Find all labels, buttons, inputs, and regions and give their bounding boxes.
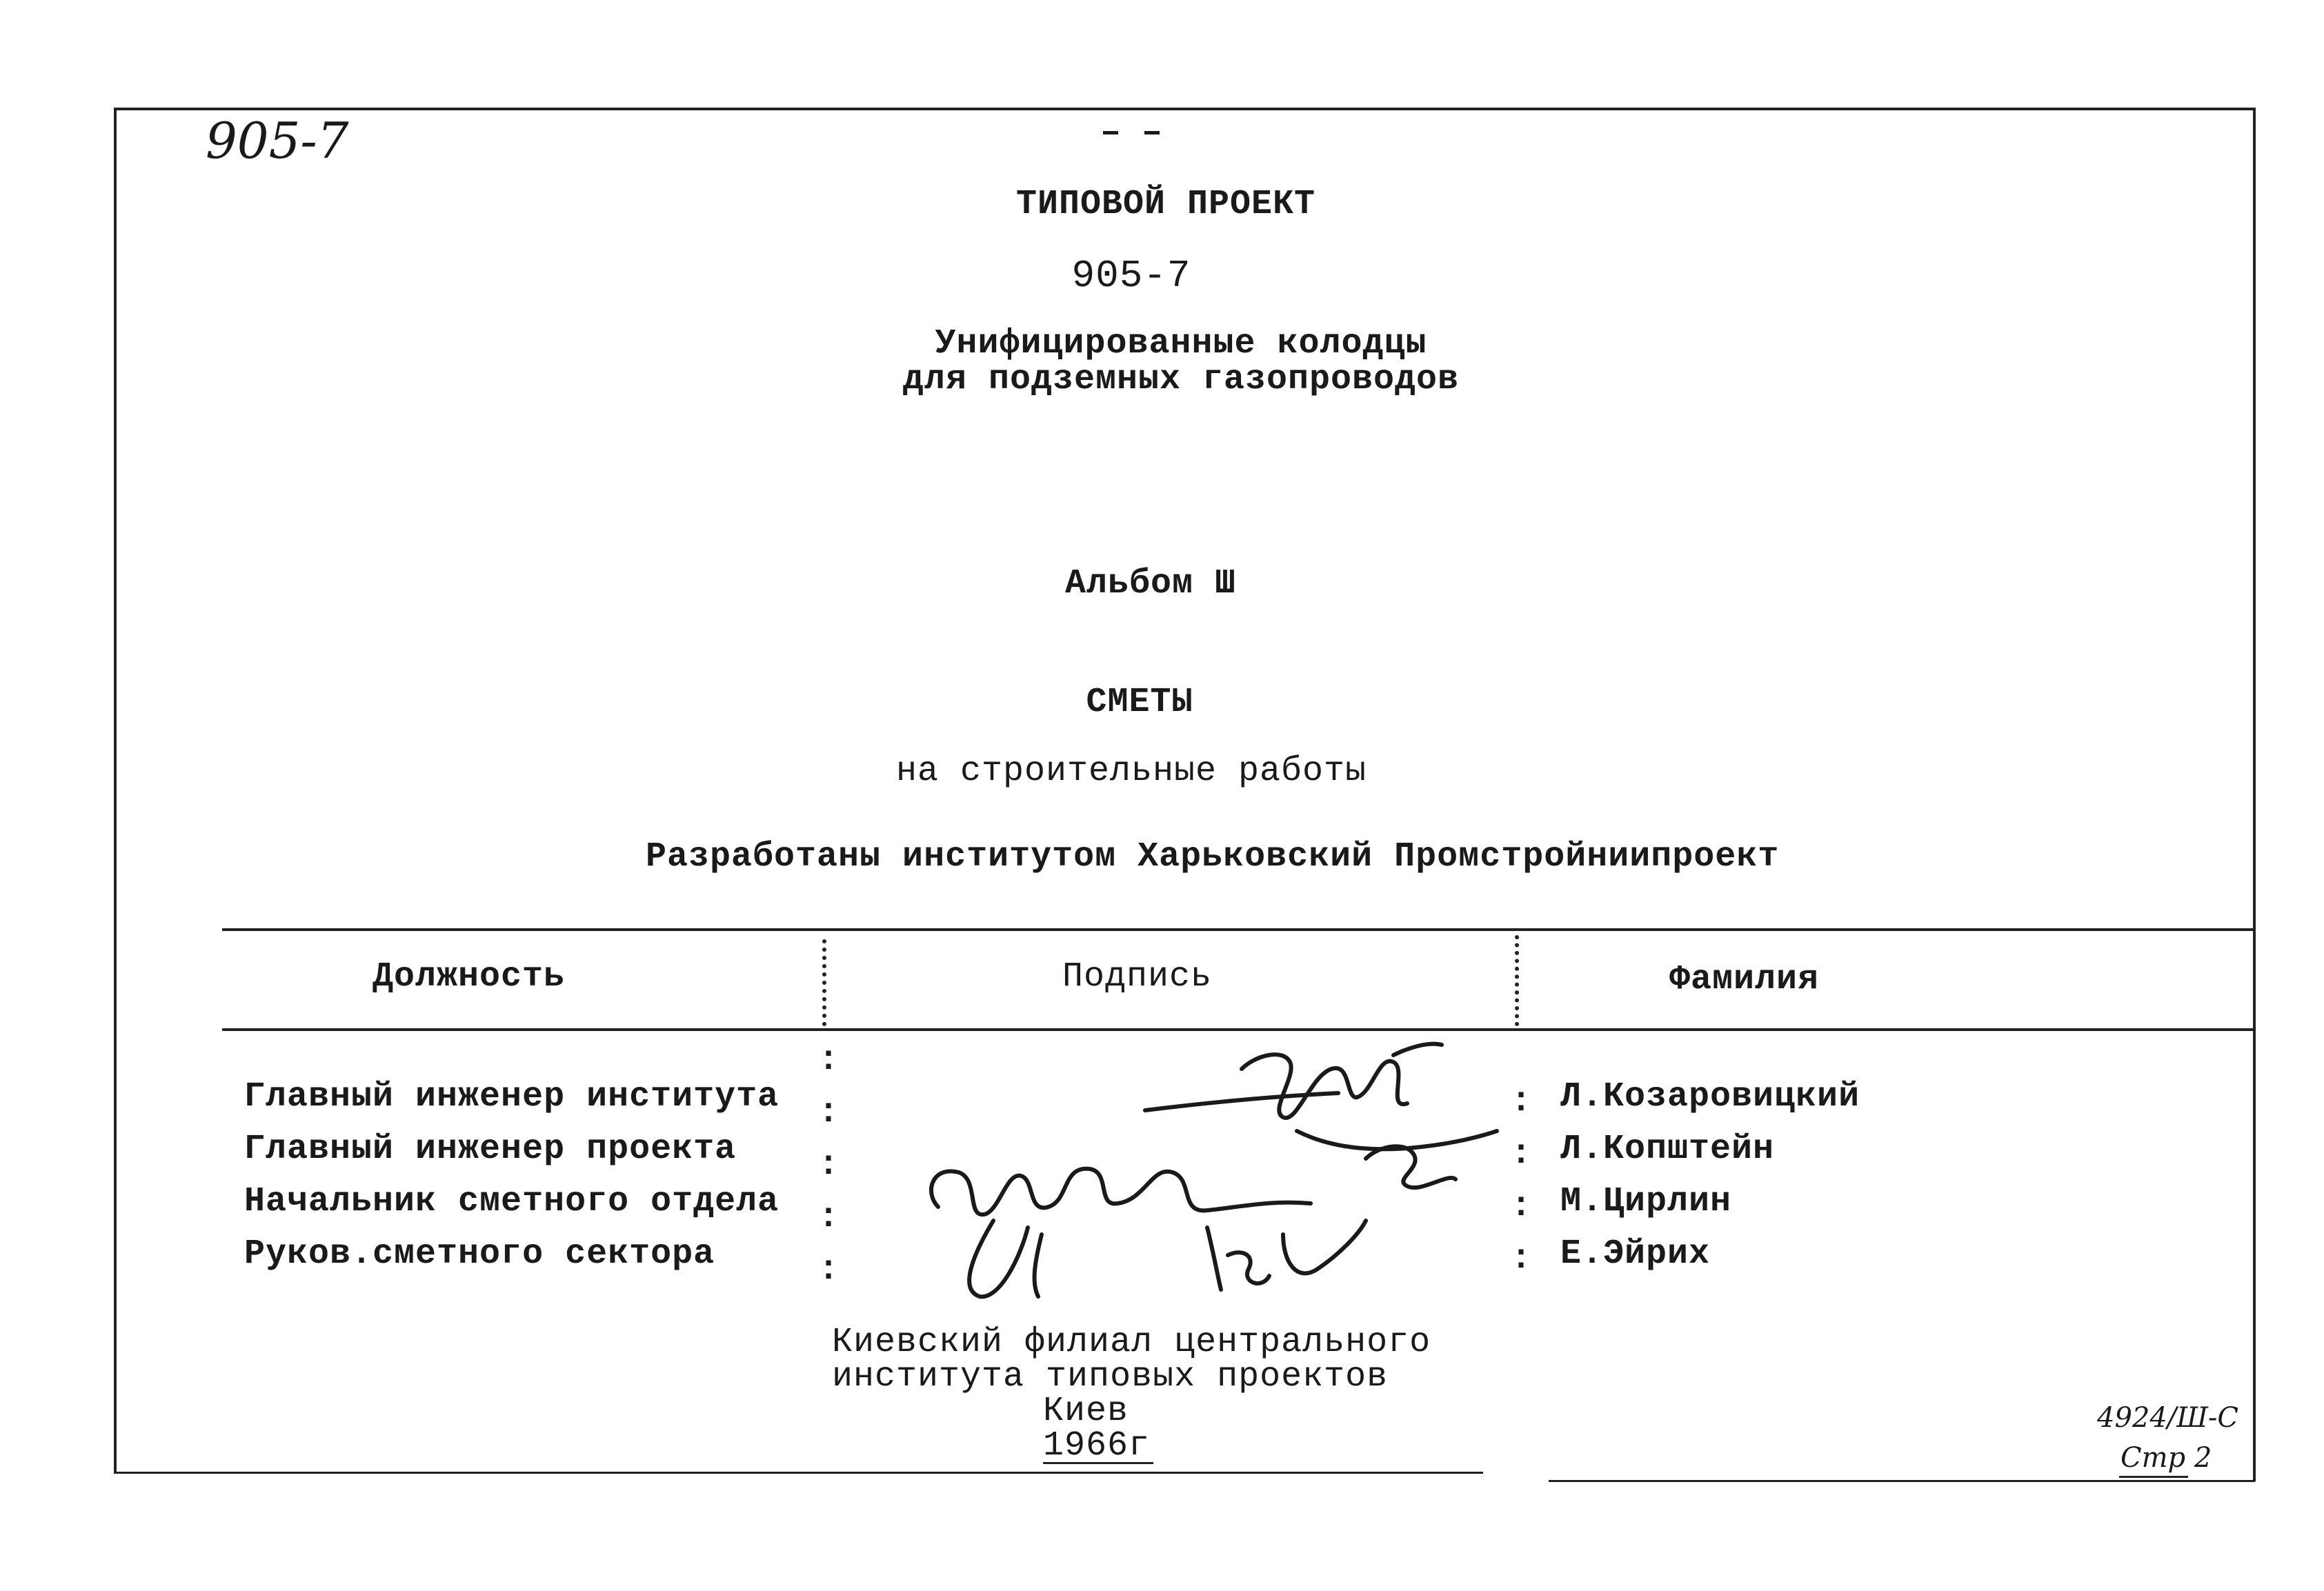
- project-type-label: ТИПОВОЙ ПРОЕКТ: [1015, 185, 1316, 224]
- column-separator-2: [1515, 935, 1519, 1026]
- stamp-page: Стр 2: [2121, 1442, 2212, 1474]
- signatures-image: [883, 1028, 1518, 1317]
- surname-row-3: М.Цирлин: [1560, 1182, 1732, 1221]
- project-number: 905-7: [1071, 254, 1191, 298]
- section-subtitle: на строительные работы: [895, 752, 1367, 791]
- position-row-1: Главный инженер института: [244, 1077, 779, 1117]
- position-row-2: Главный инженер проекта: [244, 1130, 737, 1169]
- publisher-city: Киев: [1043, 1392, 1129, 1431]
- frame-bottom-line: [114, 1472, 1483, 1474]
- header-position: Должность: [373, 957, 566, 997]
- project-title-line1: Унифицированные колодцы: [935, 324, 1427, 363]
- publisher-year: 1966г: [1043, 1426, 1151, 1465]
- header-signature: Подпись: [1062, 957, 1213, 997]
- section-title: СМЕТЫ: [1086, 683, 1193, 722]
- header-surname: Фамилия: [1669, 960, 1820, 999]
- surname-row-4: Е.Эйрих: [1560, 1234, 1711, 1274]
- year-underline: [1043, 1462, 1153, 1464]
- frame-bottom-line-right: [1549, 1480, 2255, 1482]
- frame-left-line: [114, 108, 117, 1473]
- top-dashes: – –: [1100, 113, 1163, 152]
- publisher-line1: Киевский филиал центрального: [832, 1323, 1431, 1362]
- stamp-page-underline: [2119, 1476, 2188, 1478]
- row-colon-right: : : : :: [1511, 1082, 1532, 1279]
- handwritten-code: 905-7: [206, 112, 349, 170]
- frame-top-line: [114, 108, 2256, 110]
- column-separator-1: [822, 939, 826, 1026]
- position-row-4: Руков.сметного сектора: [244, 1234, 715, 1274]
- table-top-line: [222, 928, 2255, 931]
- stamp-code: 4924/Ш-С: [2097, 1402, 2239, 1434]
- developer-line: Разработаны институтом Харьковский Промстройниипроект: [646, 837, 1780, 877]
- frame-right-line: [2253, 108, 2256, 1481]
- row-colon-left: : : : : :: [818, 1041, 840, 1290]
- position-row-3: Начальник сметного отдела: [244, 1182, 779, 1221]
- publisher-line2: института типовых проектов: [832, 1357, 1389, 1397]
- album-label: Альбом Ш: [1064, 564, 1237, 603]
- surname-row-2: Л.Копштейн: [1560, 1130, 1775, 1169]
- surname-row-1: Л.Козаровицкий: [1560, 1077, 1860, 1117]
- project-title-line2: для подземных газопроводов: [902, 360, 1460, 399]
